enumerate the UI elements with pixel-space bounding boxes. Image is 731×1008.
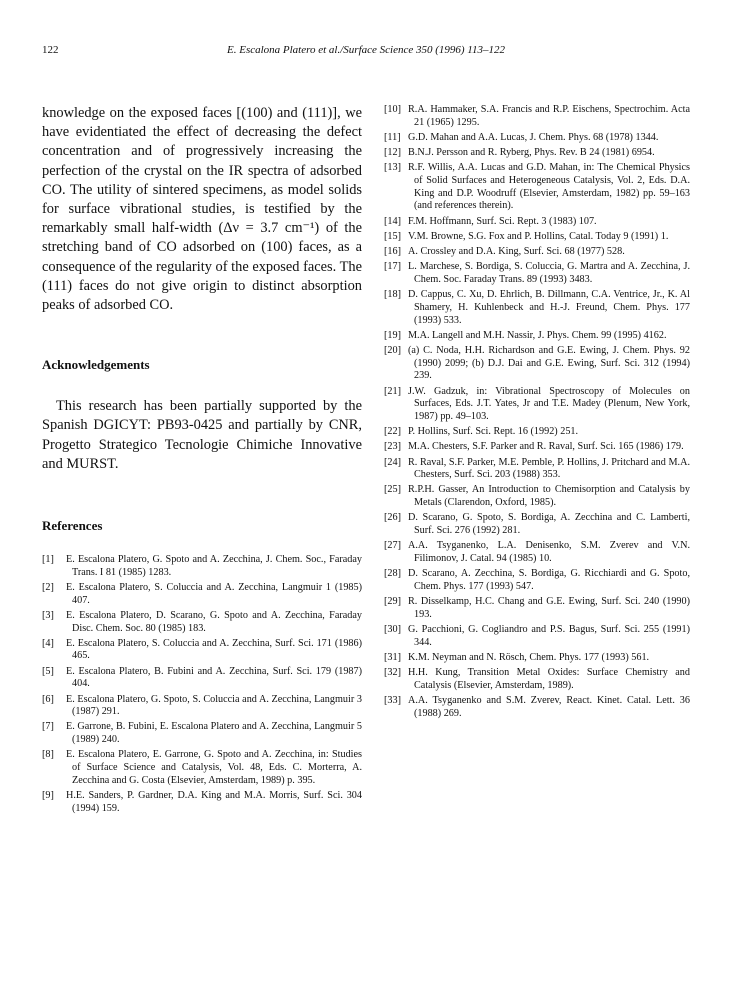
reference-text: A. Crossley and D.A. King, Surf. Sci. 68 (1977) 528.	[408, 246, 625, 258]
reference-number: [18]	[384, 289, 401, 301]
reference-number: [33]	[384, 695, 401, 707]
reference-number: [10]	[384, 104, 401, 115]
reference-item	[384, 345, 690, 383]
reference-text: E. Escalona Platero, S. Coluccia and A. Zecchina, Langmuir 1 (1985) 407.	[66, 581, 362, 606]
reference-item	[42, 749, 362, 787]
reference-item	[42, 582, 362, 607]
reference-number: [9]	[42, 790, 54, 801]
reference-text: V.M. Browne, S.G. Fox and P. Hollins, Catal. Today 9 (1991) 1.	[408, 230, 669, 242]
running-head: E. Escalona Platero et al./Surface Science 350 (1996) 113–122	[227, 44, 505, 56]
reference-number: [16]	[384, 246, 401, 258]
reference-text: R.P.H. Gasser, An Introduction to Chemisorption and Catalysis by Metals (Clarendon, Oxford, 1985).	[408, 484, 690, 509]
reference-item	[384, 667, 690, 692]
reference-item	[384, 104, 690, 129]
reference-text: R. Disselkamp, H.C. Chang and G.E. Ewing, Surf. Sci. 240 (1990) 193.	[408, 596, 690, 620]
reference-number: [11]	[384, 131, 401, 143]
reference-text: J.W. Gadzuk, in: Vibrational Spectroscopy of Molecules on Surfaces, Eds. J.T. Yates, Jr and T.E. Madey (Plenum, New York, 1987) pp. 49–103.	[408, 385, 690, 422]
references-heading: References	[42, 518, 103, 534]
reference-text: A.A. Tsyganenko and S.M. Zverev, React. Kinet. Catal. Lett. 36 (1988) 269.	[408, 695, 690, 719]
reference-number: [2]	[42, 581, 54, 593]
reference-text: E. Garrone, B. Fubini, E. Escalona Platero and A. Zecchina, Langmuir 5 (1989) 240.	[66, 721, 362, 746]
reference-text: B.N.J. Persson and R. Ryberg, Phys. Rev. B 24 (1981) 6954.	[408, 147, 655, 159]
reference-item	[384, 624, 690, 649]
reference-number: [23]	[384, 441, 401, 453]
reference-text: D. Scarano, G. Spoto, S. Bordiga, A. Zecchina and C. Lamberti, Surf. Sci. 276 (1992) 281.	[408, 512, 690, 537]
reference-number: [20]	[384, 344, 401, 356]
page-header	[42, 44, 690, 60]
reference-number: [13]	[384, 162, 401, 174]
reference-item	[384, 231, 690, 244]
reference-item	[384, 484, 690, 509]
reference-item	[384, 216, 690, 229]
reference-number: [31]	[384, 651, 401, 663]
reference-text: M.A. Chesters, S.F. Parker and R. Raval, Surf. Sci. 165 (1986) 179.	[408, 441, 684, 453]
reference-list-right	[384, 104, 690, 720]
reference-number: [29]	[384, 596, 401, 608]
reference-number: [26]	[384, 512, 401, 524]
reference-number: [19]	[384, 329, 401, 341]
reference-number: [17]	[384, 261, 401, 273]
reference-number: [7]	[42, 721, 54, 733]
reference-item	[384, 132, 690, 145]
reference-text: E. Escalona Platero, D. Scarano, G. Spoto and A. Zecchina, Faraday Disc. Chem. Soc. 80 (1985) 183.	[66, 609, 362, 634]
reference-item	[384, 330, 690, 343]
reference-number: [12]	[384, 147, 401, 159]
reference-text: G.D. Mahan and A.A. Lucas, J. Chem. Phys. 68 (1978) 1344.	[408, 131, 659, 143]
reference-text: F.M. Hoffmann, Surf. Sci. Rept. 3 (1983) 107.	[408, 215, 597, 227]
reference-item	[384, 246, 690, 259]
reference-item	[384, 289, 690, 327]
reference-number: [5]	[42, 665, 54, 677]
reference-item	[42, 790, 362, 815]
reference-number: [24]	[384, 456, 401, 468]
reference-number: [27]	[384, 540, 401, 552]
reference-item	[384, 512, 690, 537]
reference-number: [6]	[42, 693, 54, 705]
reference-text: M.A. Langell and M.H. Nassir, J. Phys. Chem. 99 (1995) 4162.	[408, 329, 667, 341]
reference-item	[384, 596, 690, 621]
left-column	[42, 104, 362, 818]
reference-text: E. Escalona Platero, G. Spoto and A. Zecchina, J. Chem. Soc., Faraday Trans. I 81 (1985) 1283.	[66, 554, 362, 578]
reference-text: E. Escalona Platero, E. Garrone, G. Spoto and A. Zecchina, in: Studies of Surface Science and Catalysis, Vol. 48, Eds. C. Morterra, A. Zecchina and G. Costa (Elsevier, Amsterdam, 1989) p. 395.	[66, 749, 362, 786]
reference-text: R.F. Willis, A.A. Lucas and G.D. Mahan, in: The Chemical Physics of Solid Surfaces and Heterogeneous Catalysis, Vol. 2, Eds. D.A. King and D.P. Woodruff (Elsevier, Amsterdam, 1982) pp. 59–163 (and references therein).	[408, 162, 690, 212]
reference-item	[42, 694, 362, 719]
reference-text: E. Escalona Platero, B. Fubini and A. Zecchina, Surf. Sci. 179 (1987) 404.	[66, 665, 362, 690]
reference-item	[384, 162, 690, 213]
reference-number: [4]	[42, 637, 54, 649]
acknowledgements-heading: Acknowledgements	[42, 357, 150, 373]
reference-text: G. Pacchioni, G. Cogliandro and P.S. Bagus, Surf. Sci. 255 (1991) 344.	[408, 624, 690, 648]
reference-text: D. Cappus, C. Xu, D. Ehrlich, B. Dillmann, C.A. Ventrice, Jr., K. Al Shamery, H. Kuhlenbeck and H.-J. Freund, Chem. Phys. 177 (1993) 533.	[408, 289, 690, 326]
reference-number: [21]	[384, 385, 401, 397]
reference-text: R. Raval, S.F. Parker, M.E. Pemble, P. Hollins, J. Pritchard and M.A. Chesters, Surf. Sci. 203 (1988) 353.	[408, 456, 690, 481]
reference-number: [25]	[384, 484, 401, 496]
reference-text: L. Marchese, S. Bordiga, S. Coluccia, G. Martra and A. Zecchina, J. Chem. Soc. Faraday Trans. 89 (1993) 3483.	[408, 261, 690, 285]
reference-number: [15]	[384, 230, 401, 242]
reference-item	[384, 261, 690, 286]
reference-item	[384, 441, 690, 454]
reference-item	[384, 568, 690, 593]
reference-text: (a) C. Noda, H.H. Richardson and G.E. Ewing, J. Chem. Phys. 92 (1990) 2099; (b) D.J. Dai and G.E. Ewing, Surf. Sci. 312 (1994) 239.	[408, 344, 690, 382]
reference-text: E. Escalona Platero, G. Spoto, S. Coluccia and A. Zecchina, Langmuir 3 (1987) 291.	[66, 693, 362, 718]
reference-item	[42, 666, 362, 691]
reference-item	[384, 652, 690, 665]
reference-item	[384, 695, 690, 720]
reference-number: [30]	[384, 624, 401, 636]
reference-text: P. Hollins, Surf. Sci. Rept. 16 (1992) 251.	[408, 426, 579, 438]
reference-number: [32]	[384, 667, 401, 679]
reference-item	[384, 147, 690, 160]
reference-number: [22]	[384, 426, 401, 438]
reference-item	[384, 457, 690, 482]
reference-number: [3]	[42, 609, 54, 621]
reference-item	[42, 721, 362, 746]
reference-text: K.M. Neyman and N. Rösch, Chem. Phys. 177 (1993) 561.	[408, 651, 650, 663]
acknowledgements-text: This research has been partially supported by the Spanish DGICYT: PB93-0425 and partially by CNR, Progetto Strategico Tecnologie Chimiche Innovative and MURST.	[42, 398, 362, 472]
reference-item	[42, 554, 362, 579]
body-paragraph: knowledge on the exposed faces [(100) and (111)], we have evidentiated the effect of decreasing the defect concentration and of progressively increasing the perfection of the crystal on the IR spectra of adsorbed CO. The utility of sintered specimens, as model solids for surface vibrational studies, is testified by the remarkably small half-width (Δν = 3.7 cm⁻¹) of the stretching band of CO adsorbed on (100) faces, as a consequence of the regularity of the exposed faces. The (111) faces do not give origin to distinct absorption peaks of adsorbed CO.	[42, 105, 362, 314]
reference-item	[384, 540, 690, 565]
reference-text: E. Escalona Platero, S. Coluccia and A. Zecchina, Surf. Sci. 171 (1986) 465.	[66, 637, 362, 662]
reference-item	[384, 426, 690, 439]
reference-item	[384, 386, 690, 424]
reference-number: [8]	[42, 749, 54, 761]
reference-number: [1]	[42, 554, 54, 566]
reference-text: H.E. Sanders, P. Gardner, D.A. King and M.A. Morris, Surf. Sci. 304 (1994) 159.	[66, 790, 362, 814]
reference-text: A.A. Tsyganenko, L.A. Denisenko, S.M. Zverev and V.N. Filimonov, J. Catal. 94 (1985) 10.	[408, 540, 690, 564]
reference-text: H.H. Kung, Transition Metal Oxides: Surface Chemistry and Catalysis (Elsevier, Amsterdam, 1989).	[408, 667, 690, 691]
reference-list-left	[42, 554, 362, 815]
reference-text: D. Scarano, A. Zecchina, S. Bordiga, G. Ricchiardi and G. Spoto, Chem. Phys. 177 (1993) 547.	[408, 568, 690, 592]
reference-number: [28]	[384, 568, 401, 580]
reference-number: [14]	[384, 215, 401, 227]
right-column	[384, 104, 690, 723]
page-number: 122	[42, 44, 59, 56]
reference-item	[42, 638, 362, 663]
reference-text: R.A. Hammaker, S.A. Francis and R.P. Eischens, Spectrochim. Acta 21 (1965) 1295.	[408, 104, 690, 128]
reference-item	[42, 610, 362, 635]
